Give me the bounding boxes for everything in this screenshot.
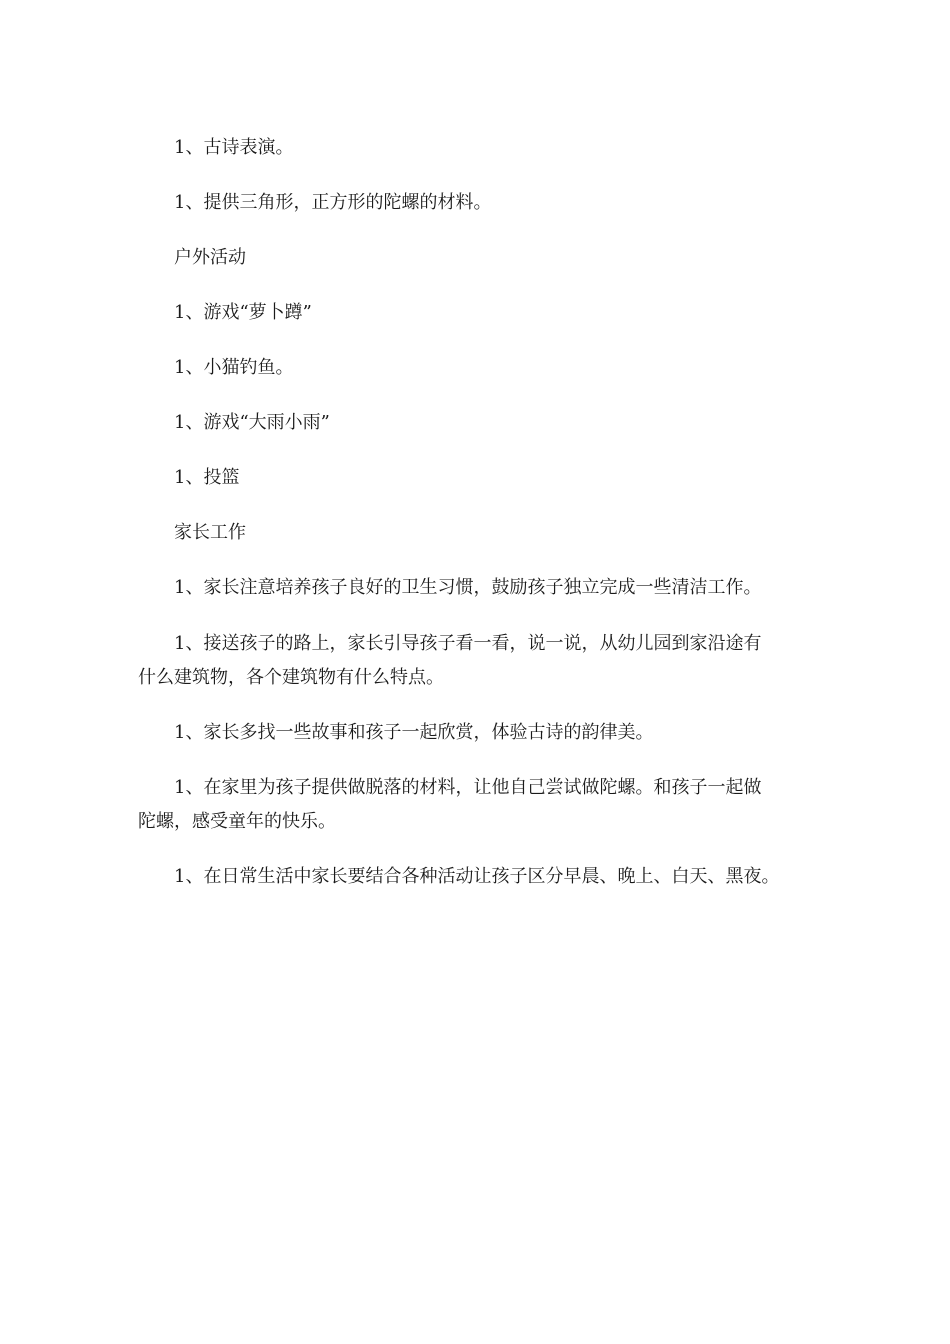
list-item: 1、投篮: [174, 467, 240, 488]
section-heading-parent-work: 家长工作: [174, 522, 246, 543]
list-item: 1、提供三角形，正方形的陀螺的材料。: [174, 192, 492, 213]
list-item: 1、接送孩子的路上，家长引导孩子看一看，说一说，从幼儿园到家沿途有: [174, 633, 762, 654]
list-item: 1、小猫钓鱼。: [174, 357, 294, 378]
list-item-continuation: 陀螺，感受童年的快乐。: [138, 811, 336, 832]
list-item: 1、古诗表演。: [174, 137, 294, 158]
list-item: 1、游戏“大雨小雨”: [174, 412, 330, 433]
list-item: 1、家长注意培养孩子良好的卫生习惯，鼓励孩子独立完成一些清洁工作。: [174, 577, 762, 598]
list-item: 1、在家里为孩子提供做脱落的材料，让他自己尝试做陀螺。和孩子一起做: [174, 777, 762, 798]
list-item: 1、家长多找一些故事和孩子一起欣赏，体验古诗的韵律美。: [174, 722, 654, 743]
section-heading-outdoor: 户外活动: [174, 247, 246, 268]
list-item-continuation: 什么建筑物，各个建筑物有什么特点。: [138, 667, 444, 688]
list-item: 1、在日常生活中家长要结合各种活动让孩子区分早晨、晚上、白天、黑夜。: [174, 866, 780, 887]
list-item: 1、游戏“萝卜蹲”: [174, 302, 312, 323]
